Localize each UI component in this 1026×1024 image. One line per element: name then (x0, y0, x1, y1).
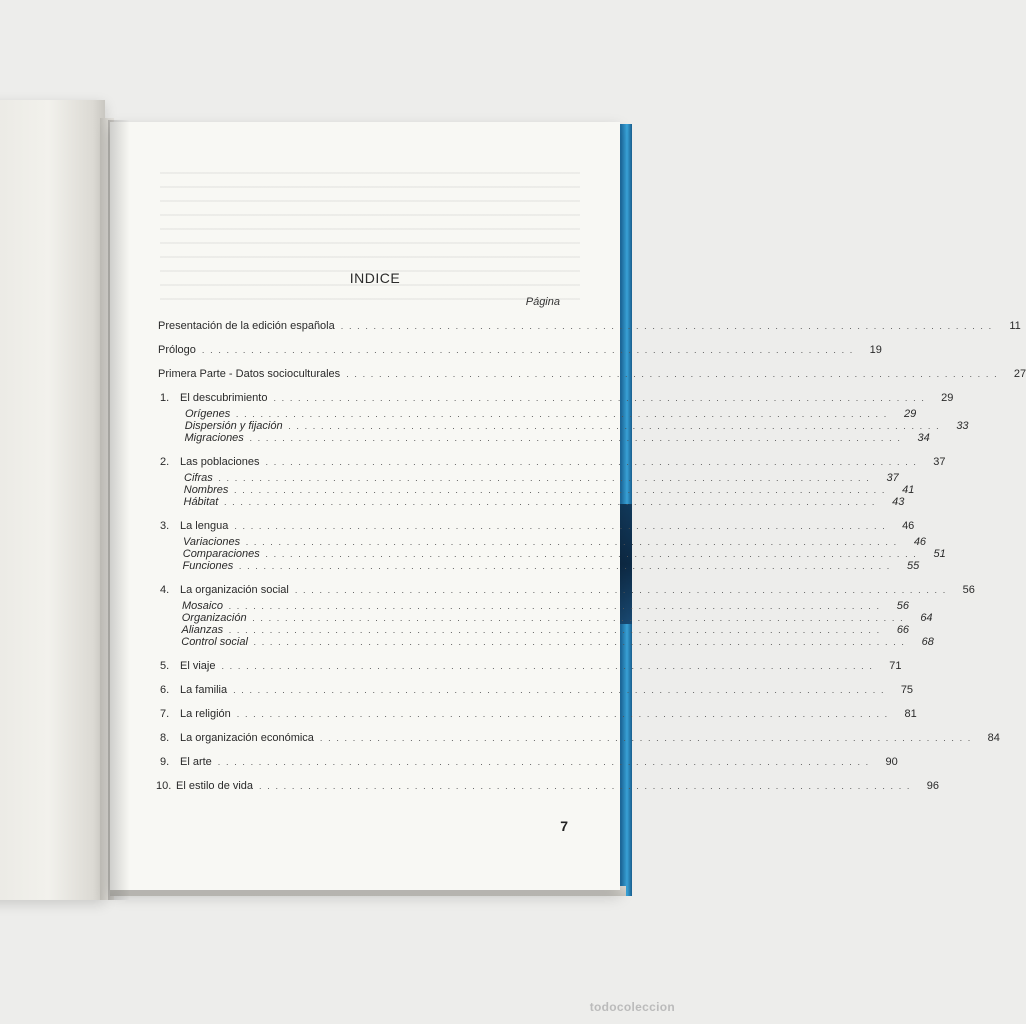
dot-leader: . . . . . . . . . . . . . . . . . . . . . . . . . . . . . . . . . . . . . . . . . . . . . . . . . . . . . . . . . . . . . . . . . . . . . . . . . . . . . . . . (249, 433, 902, 443)
toc-entry-page: 66 (896, 624, 910, 636)
dot-leader: . . . . . . . . . . . . . . . . . . . . . . . . . . . . . . . . . . . . . . . . . . . . . . . . . . . . . . . . . . . . . . . . . . . . . . . . . . . . . . . . (340, 321, 993, 331)
toc-entry-page: 41 (902, 484, 915, 496)
toc-entry-label: El estilo de vida (176, 780, 254, 792)
spine-shadow (108, 120, 130, 900)
toc-entry (160, 520, 915, 533)
toc-entry-page: 19 (869, 344, 882, 356)
toc-entry (160, 708, 917, 721)
dot-leader: . . . . . . . . . . . . . . . . . . . . . . . . . . . . . . . . . . . . . . . . . . . . . . . . . . . . . . . . . . . . . . . . . . . . . . . . . . . . . . . . (319, 733, 972, 743)
toc-entry-page: 96 (926, 780, 940, 792)
toc-entry-page: 37 (933, 456, 946, 468)
toc-entry-page: 27 (1013, 368, 1026, 380)
toc-entry-label: La familia (180, 684, 228, 696)
toc-entry-label: Dispersión y fijación (184, 420, 283, 432)
dot-leader: . . . . . . . . . . . . . . . . . . . . . . . . . . . . . . . . . . . . . . . . . . . . . . . . . . . . . . . . . . . . . . . . . . . . . . . . . . . . . . . . (217, 757, 870, 767)
toc-entry-label: Comparaciones (182, 548, 260, 560)
toc-entry-label: El arte (180, 756, 212, 768)
toc-entry-label: La organización social (180, 584, 289, 596)
toc-entry-page: 81 (904, 708, 917, 720)
toc-entry-label: Presentación de la edición española (158, 320, 335, 332)
toc-entry-label: Mosaico (182, 600, 223, 612)
toc-entry-label: Variaciones (183, 536, 241, 548)
toc-entry (160, 584, 975, 597)
toc-entry-page: 56 (896, 600, 909, 612)
toc-entry-label: El descubrimiento (180, 392, 268, 404)
toc-entry-label: Nombres (183, 484, 229, 496)
toc-entry (160, 756, 898, 769)
toc-entry-page: 43 (892, 496, 905, 508)
toc-entry-number: 4. (160, 584, 170, 596)
dot-leader: . . . . . . . . . . . . . . . . . . . . . . . . . . . . . . . . . . . . . . . . . . . . . . . . . . . . . . . . . . . . . . . . . . . . . . . . . . . . . . . . (288, 421, 941, 431)
dot-leader: . . . . . . . . . . . . . . . . . . . . . . . . . . . . . . . . . . . . . . . . . . . . . . . . . . . . . . . . . . . . . . . . . . . . . . . . . . . . . . . . (236, 709, 889, 719)
toc-entry-label: Orígenes (185, 408, 231, 420)
toc-entry (160, 684, 914, 697)
toc-entry-page: 46 (913, 536, 927, 548)
toc-entry-label: Migraciones (184, 432, 244, 444)
toc-entry-number: 10. (156, 780, 172, 792)
toc-entry-number: 7. (160, 708, 170, 720)
toc-entry-page: 37 (886, 472, 899, 484)
toc-entry-label: Primera Parte - Datos socioculturales (158, 368, 341, 380)
toc-entry-label: La organización económica (180, 732, 314, 744)
toc-entry-page: 33 (956, 420, 969, 432)
toc-entry-page: 46 (902, 520, 915, 532)
watermark: todocoleccion (589, 1000, 675, 1014)
toc-entry (160, 732, 1000, 745)
toc-entry-number: 1. (160, 392, 170, 404)
dot-leader: . . . . . . . . . . . . . . . . . . . . . . . . . . . . . . . . . . . . . . . . . . . . . . . . . . . . . . . . . . . . . . . . . . . . . . . . . . . . . . . . (221, 661, 874, 671)
dot-leader: . . . . . . . . . . . . . . . . . . . . . . . . . . . . . . . . . . . . . . . . . . . . . . . . . . . . . . . . . . . . . . . . . . . . . . . . . . . . . . . . (252, 613, 905, 623)
dot-leader: . . . . . . . . . . . . . . . . . . . . . . . . . . . . . . . . . . . . . . . . . . . . . . . . . . . . . . . . . . . . . . . . . . . . . . . . . . . . . . . . (233, 685, 886, 695)
dot-leader: . . . . . . . . . . . . . . . . . . . . . . . . . . . . . . . . . . . . . . . . . . . . . . . . . . . . . . . . . . . . . . . . . . . . . . . . . . . . . . . . (259, 781, 912, 791)
toc-entry-page: 34 (917, 432, 930, 444)
toc-entry-page: 56 (962, 584, 975, 596)
left-page (0, 100, 105, 900)
toc-entry-page: 55 (907, 560, 920, 572)
toc-entry-page: 71 (889, 660, 902, 672)
toc-entry-page: 29 (903, 408, 917, 420)
toc-entry (160, 456, 946, 469)
dot-leader: . . . . . . . . . . . . . . . . . . . . . . . . . . . . . . . . . . . . . . . . . . . . . . . . . . . . . . . . . . . . . . . . . . . . . . . . . . . . . . . . (229, 625, 882, 635)
toc-entry (158, 368, 1026, 381)
toc-entry (158, 344, 882, 357)
toc-entry-label: Funciones (182, 560, 234, 572)
toc-entry-page: 51 (933, 548, 946, 560)
toc-entry (182, 560, 920, 573)
toc-entry-label: Hábitat (183, 496, 219, 508)
toc-entry (160, 660, 902, 673)
dot-leader: . . . . . . . . . . . . . . . . . . . . . . . . . . . . . . . . . . . . . . . . . . . . . . . . . . . . . . . . . . . . . . . . . . . . . . . . . . . . . . . . (294, 585, 947, 595)
toc-entry-page: 64 (920, 612, 933, 624)
dot-leader: . . . . . . . . . . . . . . . . . . . . . . . . . . . . . . . . . . . . . . . . . . . . . . . . . . . . . . . . . . . . . . . . . . . . . . . . . . . . . . . . (236, 409, 889, 419)
toc-entry-label: Las poblaciones (180, 456, 260, 468)
toc-entry-label: Prólogo (158, 344, 196, 356)
dot-leader: . . . . . . . . . . . . . . . . . . . . . . . . . . . . . . . . . . . . . . . . . . . . . . . . . . . . . . . . . . . . . . . . . . . . . . . . . . . . . . . . (234, 485, 887, 495)
toc-entry-number: 2. (160, 456, 170, 468)
toc-entry (184, 432, 930, 445)
toc-entry-label: La religión (180, 708, 231, 720)
toc-entry-label: Organización (181, 612, 247, 624)
toc-entry-number: 6. (160, 684, 170, 696)
dot-leader: . . . . . . . . . . . . . . . . . . . . . . . . . . . . . . . . . . . . . . . . . . . . . . . . . . . . . . . . . . . . . . . . . . . . . . . . . . . . . . . . (253, 637, 906, 647)
toc-entry-page: 68 (921, 636, 934, 648)
dot-leader: . . . . . . . . . . . . . . . . . . . . . . . . . . . . . . . . . . . . . . . . . . . . . . . . . . . . . . . . . . . . . . . . . . . . . . . . . . . . . . . . (218, 473, 871, 483)
dot-leader: . . . . . . . . . . . . . . . . . . . . . . . . . . . . . . . . . . . . . . . . . . . . . . . . . . . . . . . . . . . . . . . . . . . . . . . . . . . . . . . . (273, 393, 926, 403)
dot-leader: . . . . . . . . . . . . . . . . . . . . . . . . . . . . . . . . . . . . . . . . . . . . . . . . . . . . . . . . . . . . . . . . . . . . . . . . . . . . . . . . (201, 345, 854, 355)
toc-entry-number: 9. (160, 756, 170, 768)
toc-entry (158, 320, 1021, 333)
toc-entry-page: 90 (885, 756, 898, 768)
dot-leader: . . . . . . . . . . . . . . . . . . . . . . . . . . . . . . . . . . . . . . . . . . . . . . . . . . . . . . . . . . . . . . . . . . . . . . . . . . . . . . . . (228, 601, 881, 611)
toc-entry-number: 5. (160, 660, 170, 672)
toc-entry-label: El viaje (180, 660, 216, 672)
toc-entry-label: Alianzas (181, 624, 224, 636)
dot-leader: . . . . . . . . . . . . . . . . . . . . . . . . . . . . . . . . . . . . . . . . . . . . . . . . . . . . . . . . . . . . . . . . . . . . . . . . . . . . . . . . (346, 369, 999, 379)
page-number: 7 (560, 818, 568, 834)
toc-entry-number: 3. (160, 520, 170, 532)
toc-entry-label: Cifras (184, 472, 213, 484)
toc-entry-page: 29 (941, 392, 954, 404)
toc-entry-number: 8. (160, 732, 170, 744)
dot-leader: . . . . . . . . . . . . . . . . . . . . . . . . . . . . . . . . . . . . . . . . . . . . . . . . . . . . . . . . . . . . . . . . . . . . . . . . . . . . . . . . (246, 537, 899, 547)
dot-leader: . . . . . . . . . . . . . . . . . . . . . . . . . . . . . . . . . . . . . . . . . . . . . . . . . . . . . . . . . . . . . . . . . . . . . . . . . . . . . . . . (265, 457, 918, 467)
toc-entry (160, 392, 954, 405)
dot-leader: . . . . . . . . . . . . . . . . . . . . . . . . . . . . . . . . . . . . . . . . . . . . . . . . . . . . . . . . . . . . . . . . . . . . . . . . . . . . . . . . (265, 549, 918, 559)
toc-entry-page: 84 (987, 732, 1000, 744)
show-through-text (160, 172, 580, 312)
dot-leader: . . . . . . . . . . . . . . . . . . . . . . . . . . . . . . . . . . . . . . . . . . . . . . . . . . . . . . . . . . . . . . . . . . . . . . . . . . . . . . . . (239, 561, 892, 571)
toc-entry (181, 636, 934, 649)
dot-leader: . . . . . . . . . . . . . . . . . . . . . . . . . . . . . . . . . . . . . . . . . . . . . . . . . . . . . . . . . . . . . . . . . . . . . . . . . . . . . . . . (224, 497, 877, 507)
toc-entry (156, 780, 940, 793)
toc-title: INDICE (349, 270, 401, 286)
toc-entry-label: Control social (181, 636, 248, 648)
toc-entry (183, 496, 905, 509)
dot-leader: . . . . . . . . . . . . . . . . . . . . . . . . . . . . . . . . . . . . . . . . . . . . . . . . . . . . . . . . . . . . . . . . . . . . . . . . . . . . . . . . (234, 521, 887, 531)
page-column-header: Página (525, 296, 560, 308)
toc-entry-label: La lengua (180, 520, 229, 532)
toc-entry-page: 11 (1009, 320, 1021, 332)
toc-entry-page: 75 (900, 684, 914, 696)
